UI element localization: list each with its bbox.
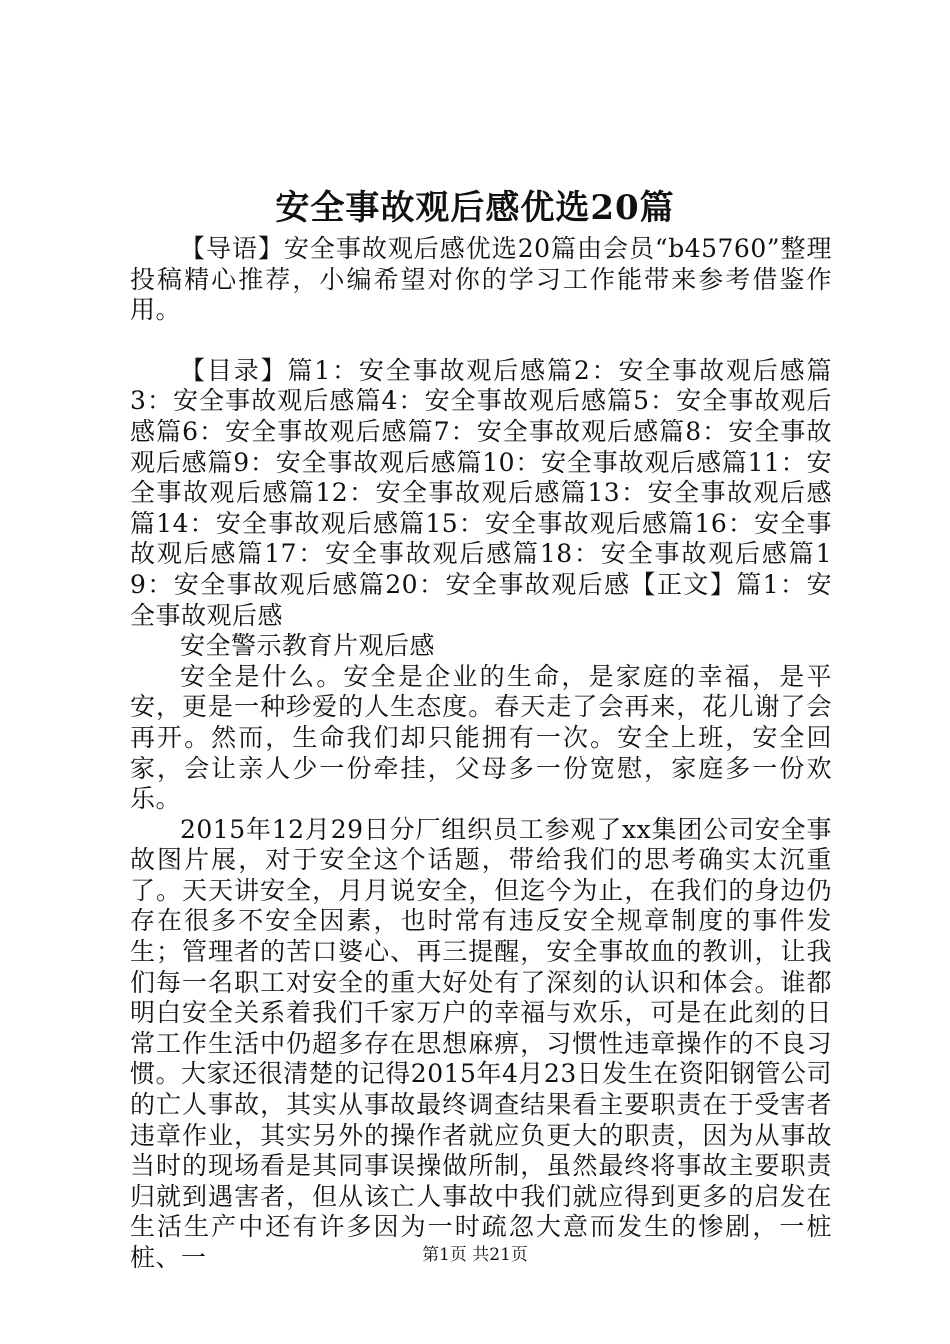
section-heading: 安全警示教育片观后感 xyxy=(180,631,436,661)
body-paragraph: 2015年12月29日分厂组织员工参观了xx集团公司安全事故图片展，对于安全这个话题，带给我们的思考确实太沉重了。天天讲安全，月月说安全，但迄今为止，在我们的身边仍存在很多不安全因素，也时常有违反安全规章制度的事件发生；管理者的苦口婆心、再三提醒，安全事故血的教训，让我们每一名职工对安全的重大好处有了深刻的认识和体会。谁都明白安全关系着我们千家万户的幸福与欢乐，可是在此刻的日常工作生活中仍超多存在思想麻痹，习惯性违章操作的不良习惯。大家还很清楚的记得2015年4月23日发生在资阳钢管公司的亡人事故，其实从事故最终调查结果看主要职责在于受害者违章作业，其实另外的操作者就应负更大的职责，因为从事故当时的现场看是其同事误操做所制，虽然最终将事故主要职责归就到遇害者，但从该亡人事故中我们就应得到更多的启发在生活生产中还有许多因为一时疏忽大意而发生的惨剧，一桩桩、一 xyxy=(130,814,832,1272)
document-title: 安全事故观后感优选20篇 xyxy=(275,188,675,228)
page-footer: 第1页 共21页 xyxy=(422,1245,528,1265)
body-paragraph: 安全是什么。安全是企业的生命，是家庭的幸福，是平安，更是一种珍爱的人生态度。春天走了会再来，花儿谢了会再开。然而，生命我们却只能拥有一次。安全上班，安全回家，会让亲人少一份牵挂，父母多一份宽慰，家庭多一份欢乐。 xyxy=(130,661,832,814)
document-body xyxy=(130,234,832,1274)
intro-paragraph: 【导语】安全事故观后感优选20篇由会员“b45760”整理投稿精心推荐，小编希望对你的学习工作能带来参考借鉴作用。 xyxy=(130,234,832,325)
table-of-contents-paragraph: 【目录】篇1：安全事故观后感篇2：安全事故观后感篇3：安全事故观后感篇4：安全事故观后感篇5：安全事故观后感篇6：安全事故观后感篇7：安全事故观后感篇8：安全事故观后感篇9：安全事故观后感篇10：安全事故观后感篇11：安全事故观后感篇12：安全事故观后感篇13：安全事故观后感篇14：安全事故观后感篇15：安全事故观后感篇16：安全事故观后感篇17：安全事故观后感篇18：安全事故观后感篇19：安全事故观后感篇20：安全事故观后感【正文】篇1：安全事故观后感 xyxy=(130,355,832,630)
